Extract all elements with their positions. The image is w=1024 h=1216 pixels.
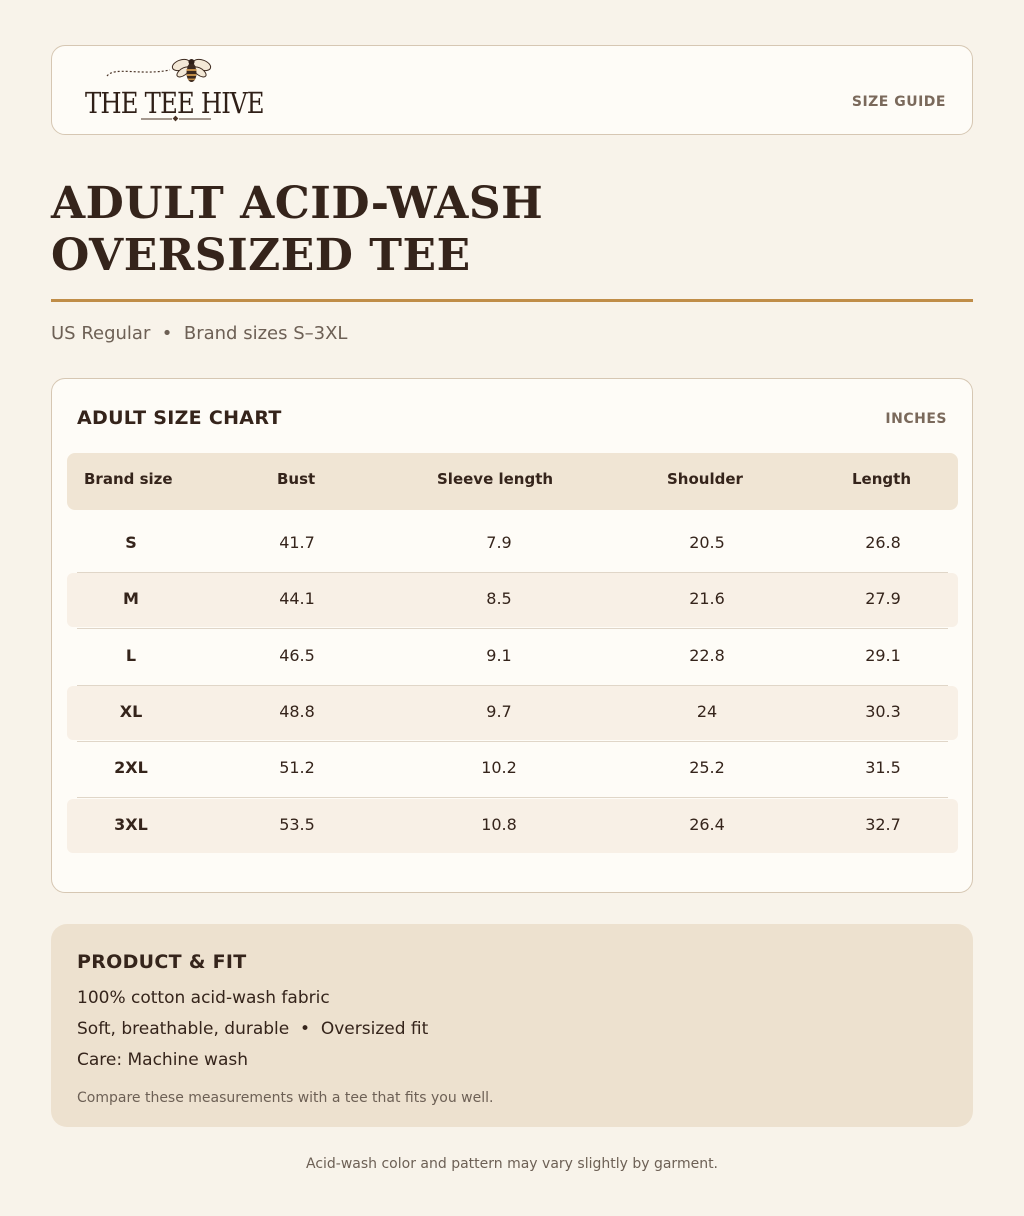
measurement-cell: 30.3 xyxy=(865,702,901,721)
measurement-cell: 21.6 xyxy=(689,589,725,608)
measurement-cell: 41.7 xyxy=(279,533,315,552)
fit-detail-fabric: 100% cotton acid-wash fabric xyxy=(77,988,330,1008)
unit-label: INCHES xyxy=(885,411,947,427)
measurement-cell: 9.1 xyxy=(486,646,512,665)
table-row xyxy=(67,686,958,740)
row-divider xyxy=(77,797,948,798)
header-card xyxy=(51,45,973,135)
page-title-line-2: OVERSIZED TEE xyxy=(51,230,471,281)
measurement-cell: 48.8 xyxy=(279,702,315,721)
fit-detail-care: Care: Machine wash xyxy=(77,1050,249,1070)
measurement-cell: 10.2 xyxy=(481,758,517,777)
table-row xyxy=(67,742,958,796)
measurement-cell: 7.9 xyxy=(486,533,512,552)
measurement-cell: 44.1 xyxy=(279,589,315,608)
table-header xyxy=(67,453,958,510)
column-header-sleeve-length: Sleeve length xyxy=(437,470,554,488)
measurement-cell: 26.8 xyxy=(865,533,901,552)
measurement-cell: 25.2 xyxy=(689,758,725,777)
size-cell: L xyxy=(125,646,137,665)
table-row xyxy=(67,630,958,684)
size-cell: M xyxy=(123,589,139,608)
column-header-brand-size: Brand size xyxy=(84,470,173,488)
measurement-cell: 10.8 xyxy=(481,815,517,834)
size-chart-title: ADULT SIZE CHART xyxy=(77,407,282,429)
size-guide-label: SIZE GUIDE xyxy=(851,94,946,110)
table-row xyxy=(67,799,958,853)
measurement-cell: 8.5 xyxy=(486,589,512,608)
brand-name: THE TEE HIVE xyxy=(85,86,264,120)
title-divider xyxy=(51,299,973,302)
measurement-cell: 32.7 xyxy=(865,815,901,834)
measurement-cell: 26.4 xyxy=(689,815,725,834)
brand-logo[interactable] xyxy=(85,56,275,124)
size-cell: 2XL xyxy=(114,758,148,777)
fit-detail-feel: Soft, breathable, durable • Oversized fit xyxy=(77,1019,429,1039)
size-cell: 3XL xyxy=(114,815,148,834)
measurement-cell: 24 xyxy=(696,702,718,721)
size-cell: XL xyxy=(119,702,143,721)
fit-note: Compare these measurements with a tee that fits you well. xyxy=(77,1090,494,1106)
product-fit-panel xyxy=(51,924,973,1127)
measurement-cell: 46.5 xyxy=(279,646,315,665)
measurement-cell: 20.5 xyxy=(689,533,725,552)
measurement-cell: 22.8 xyxy=(689,646,725,665)
table-row xyxy=(67,573,958,627)
size-chart-card xyxy=(51,378,973,893)
footer-disclaimer: Acid-wash color and pattern may vary slightly by garment. xyxy=(305,1156,719,1172)
product-fit-title: PRODUCT & FIT xyxy=(77,951,247,973)
measurement-cell: 29.1 xyxy=(865,646,901,665)
table-row xyxy=(67,517,958,571)
size-cell: S xyxy=(125,533,137,552)
page-title-line-1: ADULT ACID-WASH xyxy=(51,178,544,229)
page-subtitle: US Regular • Brand sizes S–3XL xyxy=(51,323,348,344)
column-header-shoulder: Shoulder xyxy=(667,470,743,488)
measurement-cell: 53.5 xyxy=(279,815,315,834)
measurement-cell: 27.9 xyxy=(865,589,901,608)
page-title xyxy=(51,178,751,282)
column-header-bust: Bust xyxy=(277,470,316,488)
column-header-length: Length xyxy=(852,470,911,488)
measurement-cell: 51.2 xyxy=(279,758,315,777)
measurement-cell: 9.7 xyxy=(486,702,512,721)
row-divider xyxy=(77,628,948,629)
measurement-cell: 31.5 xyxy=(865,758,901,777)
